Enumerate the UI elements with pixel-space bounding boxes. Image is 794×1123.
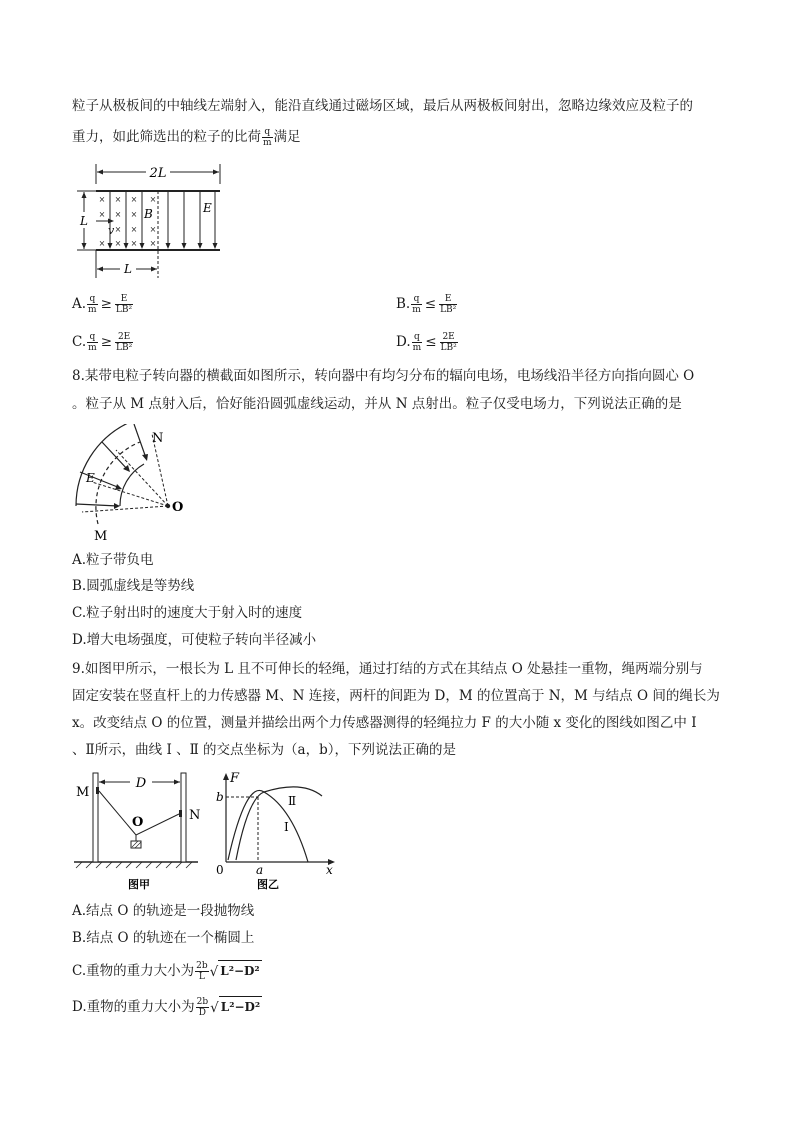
label-x: x [326, 863, 333, 877]
q9-text-line-4: 、Ⅱ所示，曲线 Ⅰ 、Ⅱ 的交点坐标为（a，b），下列说法正确的是 [72, 742, 456, 758]
q9-figure-yi [208, 770, 340, 892]
label-zero: 0 [216, 863, 224, 877]
q8-deflector-diagram [72, 424, 192, 546]
svg-text:×: × [130, 239, 138, 248]
svg-text:×: × [130, 195, 138, 204]
q7-field-diagram [72, 160, 232, 284]
q7-option-c[interactable]: C. $\frac{q}{m}$ ≥ $\frac{2E}{\text{LB²}}$ [72, 332, 133, 353]
q7-text-line-2-post: 满足 [273, 129, 301, 145]
svg-text:×: × [149, 239, 157, 248]
svg-text:×: × [98, 210, 106, 219]
sqrt-symbol: √ [210, 999, 219, 1016]
q9-figure-jia [72, 770, 202, 892]
q7-text-line-1: 粒子从极板间的中轴线左端射入，能沿直线通过磁场区域，最后从两极板间射出，忽略边缘效应及粒子的 [72, 98, 693, 114]
svg-text:×: × [98, 239, 106, 248]
q9-text-line-3: x。改变结点 O 的位置，测量并描绘出两个力传感器测得的轻绳拉力 F 的大小随 x 变化的图线如图乙中 Ⅰ [72, 715, 697, 731]
label-N: N [189, 808, 201, 823]
svg-text:×: × [149, 195, 157, 204]
svg-text:×: × [130, 210, 138, 219]
label-M: M [76, 785, 90, 800]
q9-text-line-2: 固定安装在竖直杆上的力传感器 M、N 连接，两杆的间距为 D，M 的位置高于 N，M 与结点 O 间的绳长为 [72, 688, 720, 704]
svg-text:×: × [149, 225, 157, 234]
q7-text-line-2-pre: 重力，如此筛选出的粒子的比荷 [72, 129, 261, 145]
charge-mass-ratio: $\frac{q}{m}$ [263, 127, 272, 148]
q7-option-a[interactable]: A. $\frac{q}{m}$ ≥ $\frac{E}{\text{LB²}}$ [72, 294, 133, 315]
q8-option-a[interactable]: A.粒子带负电 [72, 552, 154, 568]
label-B: B [144, 207, 153, 221]
label-M: M [94, 529, 108, 544]
label-L-bottom: L [124, 262, 132, 276]
caption-jia: 图甲 [128, 878, 150, 891]
q7-option-b[interactable]: B. $\frac{q}{m}$ ≤ $\frac{E}{\text{LB²}}$ [396, 294, 457, 315]
label-a: a [256, 863, 264, 877]
svg-text:×: × [130, 225, 138, 234]
label-v: v [108, 224, 115, 237]
q7-option-d[interactable]: D. $\frac{q}{m}$ ≤ $\frac{2E}{\text{LB²}}$ [396, 332, 457, 353]
label-b: b [216, 790, 224, 804]
label-O: O [172, 500, 184, 515]
q9-option-d[interactable]: D.重物的重力大小为 $\frac{2b}{D}$ √ L²−D² [72, 997, 261, 1018]
q8-option-b[interactable]: B.圆弧虚线是等势线 [72, 578, 195, 594]
q9-option-a[interactable]: A.结点 O 的轨迹是一段抛物线 [72, 903, 255, 919]
q7-text-line-2 [72, 127, 301, 148]
label-curve-2: Ⅱ [288, 794, 297, 808]
svg-text:×: × [114, 239, 122, 248]
label-O: O [132, 815, 144, 830]
svg-text:×: × [114, 195, 122, 204]
label-D: D [135, 776, 147, 791]
label-N: N [152, 431, 164, 446]
svg-text:×: × [114, 225, 122, 234]
q9-text-line-1: 9.如图甲所示，一根长为 L 且不可伸长的轻绳，通过打结的方式在其结点 O 处悬挂一重物，绳两端分别与 [72, 661, 703, 677]
label-2L: 2L [149, 166, 167, 181]
svg-text:×: × [98, 195, 106, 204]
q9-option-c[interactable]: C.重物的重力大小为 $\frac{2b}{L}$ √ L²−D² [72, 961, 260, 982]
label-E: E [203, 201, 212, 215]
sqrt-symbol: √ [209, 963, 219, 980]
svg-text:×: × [114, 210, 122, 219]
q8-text-line-2: 。粒子从 M 点射入后，恰好能沿圆弧虚线运动，并从 N 点射出。粒子仅受电场力，下列说法正确的是 [72, 396, 682, 412]
q8-option-d[interactable]: D.增大电场强度，可使粒子转向半径减小 [72, 632, 317, 648]
label-L-left: L [80, 214, 88, 228]
label-curve-1: Ⅰ [284, 820, 289, 834]
q8-text-line-1: 8.某带电粒子转向器的横截面如图所示，转向器中有均匀分布的辐向电场，电场线沿半径方向指向圆心 O [72, 368, 695, 384]
caption-yi: 图乙 [257, 878, 279, 891]
q9-option-b[interactable]: B.结点 O 的轨迹在一个椭圆上 [72, 930, 255, 946]
label-E: E [86, 471, 95, 485]
q8-option-c[interactable]: C.粒子射出时的速度大于射入时的速度 [72, 605, 303, 621]
label-F: F [230, 771, 240, 786]
